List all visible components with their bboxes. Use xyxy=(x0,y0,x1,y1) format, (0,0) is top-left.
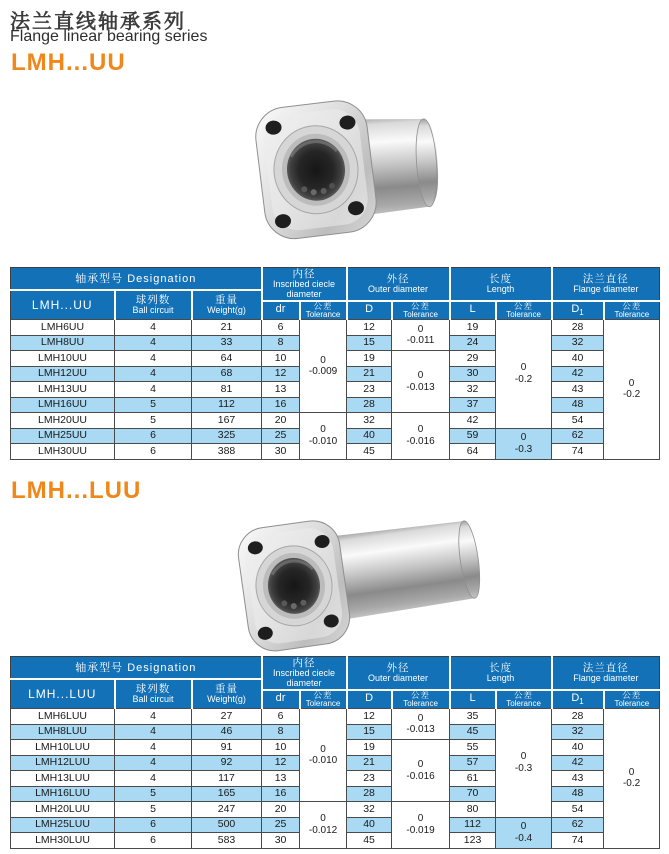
weight-cell: 33 xyxy=(192,335,262,351)
tolerance-label-en: Tolerance xyxy=(506,698,541,708)
weight-cell: 247 xyxy=(192,802,262,818)
group-label-zh: 外径 xyxy=(386,662,410,674)
tolerance-value: 0 xyxy=(417,813,424,825)
tolerance-value: -0.4 xyxy=(514,832,533,844)
l-value-cell: 57 xyxy=(450,755,496,771)
l-value-cell: 32 xyxy=(450,382,496,398)
weight-cell: 325 xyxy=(192,428,262,444)
group-header-flange-diameter xyxy=(552,268,660,301)
tolerance-value: -0.2 xyxy=(514,373,533,385)
ball-circuit-cell: 6 xyxy=(115,428,192,444)
column-label-zh: 重量 xyxy=(215,294,239,307)
tolerance-column-header xyxy=(496,690,552,709)
section-heading-lmh-luu: LMH...LUU xyxy=(11,477,142,504)
model-column-header: LMH...UU xyxy=(11,290,115,320)
tolerance-label-zh: 公差 xyxy=(622,300,642,311)
tolerance-value: -0.3 xyxy=(514,762,533,774)
d1-value-cell: 28 xyxy=(552,709,604,725)
tolerance-column-header xyxy=(300,690,347,709)
designation-header: 轴承型号 Designation xyxy=(11,268,262,290)
column-label-en: Weight(g) xyxy=(207,694,246,705)
group-label-en: Inscribed ciecle diameter xyxy=(273,279,336,299)
tolerance-value: -0.012 xyxy=(308,824,338,836)
tolerance-label-en: Tolerance xyxy=(614,309,650,319)
tolerance-label-en: Tolerance xyxy=(305,698,341,708)
dr-value-cell: 20 xyxy=(262,413,300,429)
tolerance-value: 0 xyxy=(628,766,635,778)
tolerance-label-en: Tolerance xyxy=(403,698,438,708)
tolerance-value: 0 xyxy=(628,377,635,389)
tolerance-value: -0.019 xyxy=(406,824,435,836)
table-row xyxy=(11,802,660,818)
d1-value-cell: 43 xyxy=(552,382,604,398)
tolerance-value: -0.013 xyxy=(406,724,435,736)
ball-circuit-cell: 6 xyxy=(115,444,192,460)
d-value-cell: 28 xyxy=(347,786,392,802)
table-row xyxy=(11,413,660,429)
weight-cell: 117 xyxy=(192,771,262,787)
d-value-cell: 15 xyxy=(347,335,392,351)
tolerance-value: 0 xyxy=(320,813,326,825)
group-label-zh: 长度 xyxy=(489,273,513,285)
dr-value-cell: 30 xyxy=(262,444,300,460)
column-label-en: Weight(g) xyxy=(207,305,246,316)
group-header-flange-diameter xyxy=(552,657,660,690)
ball-circuit-cell: 6 xyxy=(115,817,192,833)
group-label-en: Length xyxy=(486,673,515,684)
weight-cell: 81 xyxy=(192,382,262,398)
model-cell: LMH12UU xyxy=(11,366,115,382)
d-value-cell: 12 xyxy=(347,320,392,336)
d1-column-header: $D_1$ xyxy=(552,690,604,709)
l-value-cell: 112 xyxy=(450,817,496,833)
tolerance-value: -0.016 xyxy=(406,770,435,782)
l-value-cell: 24 xyxy=(450,335,496,351)
weight-cell: 68 xyxy=(192,366,262,382)
tolerance-value: -0.013 xyxy=(406,381,435,393)
l-value-cell: 80 xyxy=(450,802,496,818)
tolerance-column-header xyxy=(604,690,660,709)
l-value-cell: 45 xyxy=(450,724,496,740)
spec-table-body xyxy=(11,320,660,460)
d1-value-cell: 28 xyxy=(552,320,604,336)
l-value-cell: 37 xyxy=(450,397,496,413)
column-label-zh: 球列数 xyxy=(135,683,171,696)
model-cell: LMH25UU xyxy=(11,428,115,444)
bearing-flange xyxy=(235,517,353,652)
group-label-zh: 法兰直径 xyxy=(582,273,629,285)
tolerance-value: 0 xyxy=(520,821,527,833)
ball-circuit-cell: 5 xyxy=(115,397,192,413)
group-label-zh: 外径 xyxy=(386,273,410,285)
d1-value-cell: 74 xyxy=(552,833,604,849)
weight-cell: 92 xyxy=(192,755,262,771)
l-column-header: L xyxy=(450,690,496,709)
d-column-header: D xyxy=(347,301,392,320)
model-cell: LMH8LUU xyxy=(11,724,115,740)
weight-cell: 21 xyxy=(192,320,262,336)
ball-circuit-cell: 4 xyxy=(115,755,192,771)
model-cell: LMH16UU xyxy=(11,397,115,413)
group-label-zh: 长度 xyxy=(489,662,513,674)
tolerance-label-zh: 公差 xyxy=(622,689,642,700)
section-heading-lmh-uu: LMH...UU xyxy=(11,49,126,76)
tolerance-column-header xyxy=(392,690,450,709)
model-cell: LMH10UU xyxy=(11,351,115,367)
tolerance-cell xyxy=(392,320,450,351)
model-cell: LMH25LUU xyxy=(11,817,115,833)
l-value-cell: 70 xyxy=(450,786,496,802)
d-value-cell: 40 xyxy=(347,817,392,833)
tolerance-value: 0 xyxy=(520,751,527,763)
page-title-en: Flange linear bearing series xyxy=(10,28,208,45)
d1-value-cell: 74 xyxy=(552,444,604,460)
ball-circuit-cell: 5 xyxy=(115,786,192,802)
dr-value-cell: 10 xyxy=(262,740,300,756)
tolerance-cell xyxy=(300,413,347,460)
tolerance-cell xyxy=(392,802,450,849)
tolerance-label-en: Tolerance xyxy=(305,309,341,319)
tolerance-value: 0 xyxy=(520,432,527,444)
dr-value-cell: 12 xyxy=(262,366,300,382)
tolerance-column-header xyxy=(300,301,347,320)
ball-circuit-cell: 4 xyxy=(115,366,192,382)
dr-value-cell: 6 xyxy=(262,320,300,336)
tolerance-value: 0 xyxy=(520,362,527,374)
d1-value-cell: 62 xyxy=(552,428,604,444)
weight-cell: 388 xyxy=(192,444,262,460)
tolerance-cell xyxy=(496,428,552,459)
tolerance-label-zh: 公差 xyxy=(313,689,333,700)
ball-circuit-cell: 4 xyxy=(115,351,192,367)
group-header-inner-diameter xyxy=(262,657,347,690)
model-cell: LMH6UU xyxy=(11,320,115,336)
weight-column-header xyxy=(192,679,262,709)
ball-circuit-column-header xyxy=(115,290,192,320)
d-value-cell: 21 xyxy=(347,366,392,382)
tolerance-value: -0.2 xyxy=(622,778,641,790)
tolerance-cell xyxy=(392,709,450,740)
tolerance-value: 0 xyxy=(417,712,424,724)
dr-value-cell: 13 xyxy=(262,382,300,398)
l-value-cell: 35 xyxy=(450,709,496,725)
l-value-cell: 19 xyxy=(450,320,496,336)
group-header-inner-diameter xyxy=(262,268,347,301)
ball-circuit-cell: 5 xyxy=(115,802,192,818)
tolerance-value: -0.010 xyxy=(308,755,338,767)
group-label-en: Length xyxy=(486,284,515,295)
tolerance-cell xyxy=(496,817,552,848)
model-cell: LMH13LUU xyxy=(11,771,115,787)
tolerance-label-zh: 公差 xyxy=(514,300,534,311)
d1-value-cell: 54 xyxy=(552,802,604,818)
tolerance-value: -0.3 xyxy=(514,443,533,455)
ball-circuit-cell: 5 xyxy=(115,413,192,429)
d1-value-cell: 43 xyxy=(552,771,604,787)
tolerance-cell xyxy=(604,709,660,849)
group-header-length xyxy=(450,657,552,690)
weight-cell: 165 xyxy=(192,786,262,802)
model-cell: LMH13UU xyxy=(11,382,115,398)
table-row xyxy=(11,320,660,336)
d1-value-cell: 40 xyxy=(552,351,604,367)
d-value-cell: 23 xyxy=(347,771,392,787)
d-value-cell: 19 xyxy=(347,740,392,756)
ball-circuit-column-header xyxy=(115,679,192,709)
dr-value-cell: 8 xyxy=(262,335,300,351)
d-value-cell: 32 xyxy=(347,413,392,429)
tolerance-column-header xyxy=(392,301,450,320)
dr-value-cell: 10 xyxy=(262,351,300,367)
column-label-zh: 重量 xyxy=(215,683,239,696)
d1-value-cell: 32 xyxy=(552,335,604,351)
d-value-cell: 23 xyxy=(347,382,392,398)
tolerance-label-zh: 公差 xyxy=(411,300,431,311)
weight-cell: 46 xyxy=(192,724,262,740)
tolerance-cell xyxy=(496,320,552,429)
ball-circuit-cell: 4 xyxy=(115,335,192,351)
tolerance-label-en: Tolerance xyxy=(506,309,541,319)
page-title-zh: 法兰直线轴承系列 xyxy=(10,11,186,33)
tolerance-label-zh: 公差 xyxy=(411,689,431,700)
d-value-cell: 15 xyxy=(347,724,392,740)
dr-value-cell: 30 xyxy=(262,833,300,849)
tolerance-value: -0.010 xyxy=(308,435,338,447)
model-cell: LMH20UU xyxy=(11,413,115,429)
weight-cell: 112 xyxy=(192,397,262,413)
d1-value-cell: 48 xyxy=(552,786,604,802)
dr-value-cell: 16 xyxy=(262,786,300,802)
l-value-cell: 55 xyxy=(450,740,496,756)
model-cell: LMH16LUU xyxy=(11,786,115,802)
weight-cell: 583 xyxy=(192,833,262,849)
l-value-cell: 59 xyxy=(450,428,496,444)
model-cell: LMH8UU xyxy=(11,335,115,351)
model-cell: LMH30LUU xyxy=(11,833,115,849)
tolerance-label-zh: 公差 xyxy=(313,300,333,311)
d-value-cell: 45 xyxy=(347,833,392,849)
tolerance-value: 0 xyxy=(320,354,326,366)
group-label-en: Outer diameter xyxy=(368,284,429,295)
group-label-en: Outer diameter xyxy=(368,673,429,684)
d1-column-header: $D_1$ xyxy=(552,301,604,320)
d-value-cell: 21 xyxy=(347,755,392,771)
tolerance-cell xyxy=(300,802,347,849)
l-value-cell: 123 xyxy=(450,833,496,849)
tolerance-cell xyxy=(392,740,450,802)
tolerance-cell xyxy=(496,709,552,818)
d1-value-cell: 32 xyxy=(552,724,604,740)
l-value-cell: 29 xyxy=(450,351,496,367)
d-value-cell: 19 xyxy=(347,351,392,367)
tolerance-value: 0 xyxy=(417,759,424,771)
ball-circuit-cell: 4 xyxy=(115,771,192,787)
group-label-zh: 法兰直径 xyxy=(582,662,629,674)
tolerance-value: -0.2 xyxy=(622,389,641,401)
dr-value-cell: 25 xyxy=(262,428,300,444)
tolerance-value: 0 xyxy=(320,424,326,436)
dr-value-cell: 25 xyxy=(262,817,300,833)
tolerance-value: 0 xyxy=(417,323,424,335)
dr-column-header: dr xyxy=(262,690,300,709)
dr-value-cell: 8 xyxy=(262,724,300,740)
d1-value-cell: 42 xyxy=(552,755,604,771)
group-header-length xyxy=(450,268,552,301)
d-value-cell: 40 xyxy=(347,428,392,444)
tolerance-value: 0 xyxy=(417,424,424,436)
model-cell: LMH30UU xyxy=(11,444,115,460)
tolerance-label-en: Tolerance xyxy=(403,309,438,319)
column-label-en: Ball circuit xyxy=(132,694,174,705)
ball-circuit-cell: 4 xyxy=(115,709,192,725)
d-value-cell: 12 xyxy=(347,709,392,725)
group-header-outer-diameter xyxy=(347,657,450,690)
weight-cell: 167 xyxy=(192,413,262,429)
column-label-zh: 球列数 xyxy=(135,294,171,307)
spec-table-lmh-uu xyxy=(10,267,660,460)
tolerance-column-header xyxy=(604,301,660,320)
tolerance-value: 0 xyxy=(417,370,424,382)
weight-cell: 91 xyxy=(192,740,262,756)
d1-value-cell: 62 xyxy=(552,817,604,833)
tolerance-value: -0.016 xyxy=(406,435,435,447)
d-column-header: D xyxy=(347,690,392,709)
model-cell: LMH12LUU xyxy=(11,755,115,771)
spec-table-body xyxy=(11,709,660,849)
tolerance-value: 0 xyxy=(320,743,326,755)
ball-circuit-cell: 4 xyxy=(115,382,192,398)
l-value-cell: 64 xyxy=(450,444,496,460)
spec-table-lmh-luu xyxy=(10,656,660,849)
tolerance-column-header xyxy=(496,301,552,320)
group-label-zh: 内径 xyxy=(292,657,316,670)
bearing-flange xyxy=(252,97,379,242)
group-label-en: Flange diameter xyxy=(573,284,639,295)
tolerance-value: -0.009 xyxy=(308,366,338,378)
tolerance-label-zh: 公差 xyxy=(514,689,534,700)
l-value-cell: 42 xyxy=(450,413,496,429)
dr-value-cell: 6 xyxy=(262,709,300,725)
column-label-en: Ball circuit xyxy=(132,305,174,316)
table-row xyxy=(11,709,660,725)
ball-circuit-cell: 4 xyxy=(115,320,192,336)
weight-cell: 27 xyxy=(192,709,262,725)
group-label-en: Flange diameter xyxy=(573,673,639,684)
tolerance-cell xyxy=(392,351,450,413)
group-label-en: Inscribed ciecle diameter xyxy=(273,668,336,688)
bearing-photo-short xyxy=(252,92,452,254)
weight-column-header xyxy=(192,290,262,320)
l-value-cell: 61 xyxy=(450,771,496,787)
l-column-header: L xyxy=(450,301,496,320)
tolerance-cell xyxy=(392,413,450,460)
ball-circuit-cell: 6 xyxy=(115,833,192,849)
weight-cell: 64 xyxy=(192,351,262,367)
dr-value-cell: 16 xyxy=(262,397,300,413)
l-value-cell: 30 xyxy=(450,366,496,382)
model-cell: LMH20LUU xyxy=(11,802,115,818)
ball-circuit-cell: 4 xyxy=(115,740,192,756)
ball-circuit-cell: 4 xyxy=(115,724,192,740)
dr-value-cell: 20 xyxy=(262,802,300,818)
tolerance-cell xyxy=(604,320,660,460)
model-cell: LMH10LUU xyxy=(11,740,115,756)
dr-value-cell: 13 xyxy=(262,771,300,787)
bearing-photo-long xyxy=(233,496,491,652)
weight-cell: 500 xyxy=(192,817,262,833)
designation-header: 轴承型号 Designation xyxy=(11,657,262,679)
tolerance-value: -0.011 xyxy=(406,335,435,347)
group-label-zh: 内径 xyxy=(292,268,316,281)
group-header-outer-diameter xyxy=(347,268,450,301)
d-value-cell: 28 xyxy=(347,397,392,413)
d1-value-cell: 42 xyxy=(552,366,604,382)
d1-value-cell: 54 xyxy=(552,413,604,429)
model-column-header: LMH...LUU xyxy=(11,679,115,709)
d-value-cell: 45 xyxy=(347,444,392,460)
model-cell: LMH6LUU xyxy=(11,709,115,725)
dr-value-cell: 12 xyxy=(262,755,300,771)
tolerance-cell xyxy=(300,709,347,802)
d-value-cell: 32 xyxy=(347,802,392,818)
tolerance-cell xyxy=(300,320,347,413)
d1-value-cell: 40 xyxy=(552,740,604,756)
d1-value-cell: 48 xyxy=(552,397,604,413)
tolerance-label-en: Tolerance xyxy=(614,698,650,708)
dr-column-header: dr xyxy=(262,301,300,320)
